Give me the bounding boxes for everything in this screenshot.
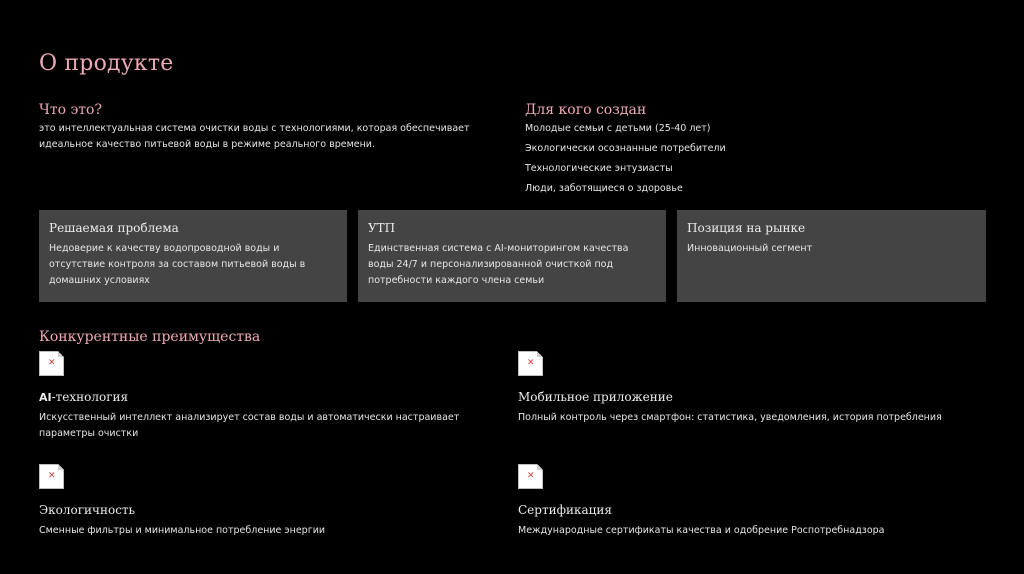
usp-card [358,210,666,302]
advantage-text: Международные сертификаты качества и одобрение Роспотребнадзора [518,525,885,536]
audience-heading: Для кого создан [525,101,647,118]
list-item: Люди, заботящиеся о здоровье [525,183,683,194]
advantage-title-prefix: AI [39,391,52,404]
broken-image-icon: ✕ [39,464,64,489]
advantage-title: Экологичность [39,503,136,517]
list-item: Экологически осознанные потребители [525,143,726,154]
advantage-mobile-app [518,351,978,426]
audience-list [525,121,726,201]
what-is-heading: Что это? [39,101,102,118]
advantage-text: Искусственный интеллект анализирует состав воды и автоматически настраивает параметры очистки [39,412,460,439]
advantage-ecology [39,464,499,539]
advantage-ai [39,351,499,442]
list-item: Молодые семьи с детьми (25-40 лет) [525,123,711,134]
card-text: Единственная система с AI-мониторингом качества воды 24/7 и персонализированной очисткой под потребности каждого члена семьи [368,243,629,286]
card-text: Инновационный сегмент [687,243,813,254]
card-title: Решаемая проблема [49,221,179,235]
broken-image-icon: ✕ [518,351,543,376]
advantages-heading: Конкурентные преимущества [39,328,261,345]
card-title: УТП [368,221,396,235]
advantage-title-rest: -технология [51,390,129,404]
what-is-text: это интеллектуальная система очистки воды с технологиями, которая обеспечивает идеальное качество питьевой воды в режиме реального времени. [39,123,470,150]
advantage-title: Сертификация [518,503,612,517]
advantage-certification [518,464,978,539]
broken-image-icon: ✕ [518,464,543,489]
problem-card [39,210,347,302]
broken-image-icon: ✕ [39,351,64,376]
list-item: Технологические энтузиасты [525,163,673,174]
advantage-text: Полный контроль через смартфон: статистика, уведомления, история потребления [518,412,942,423]
market-position-card [677,210,986,302]
card-text: Недоверие к качеству водопроводной воды и отсутствие контроля за составом питьевой воды в домашних условиях [49,243,306,286]
card-title: Позиция на рынке [687,221,806,235]
advantage-title [39,390,499,404]
info-cards [39,210,986,302]
page-title: О продукте [39,50,174,76]
advantage-title: Мобильное приложение [518,390,673,404]
advantage-text: Сменные фильтры и минимальное потребление энергии [39,525,326,536]
